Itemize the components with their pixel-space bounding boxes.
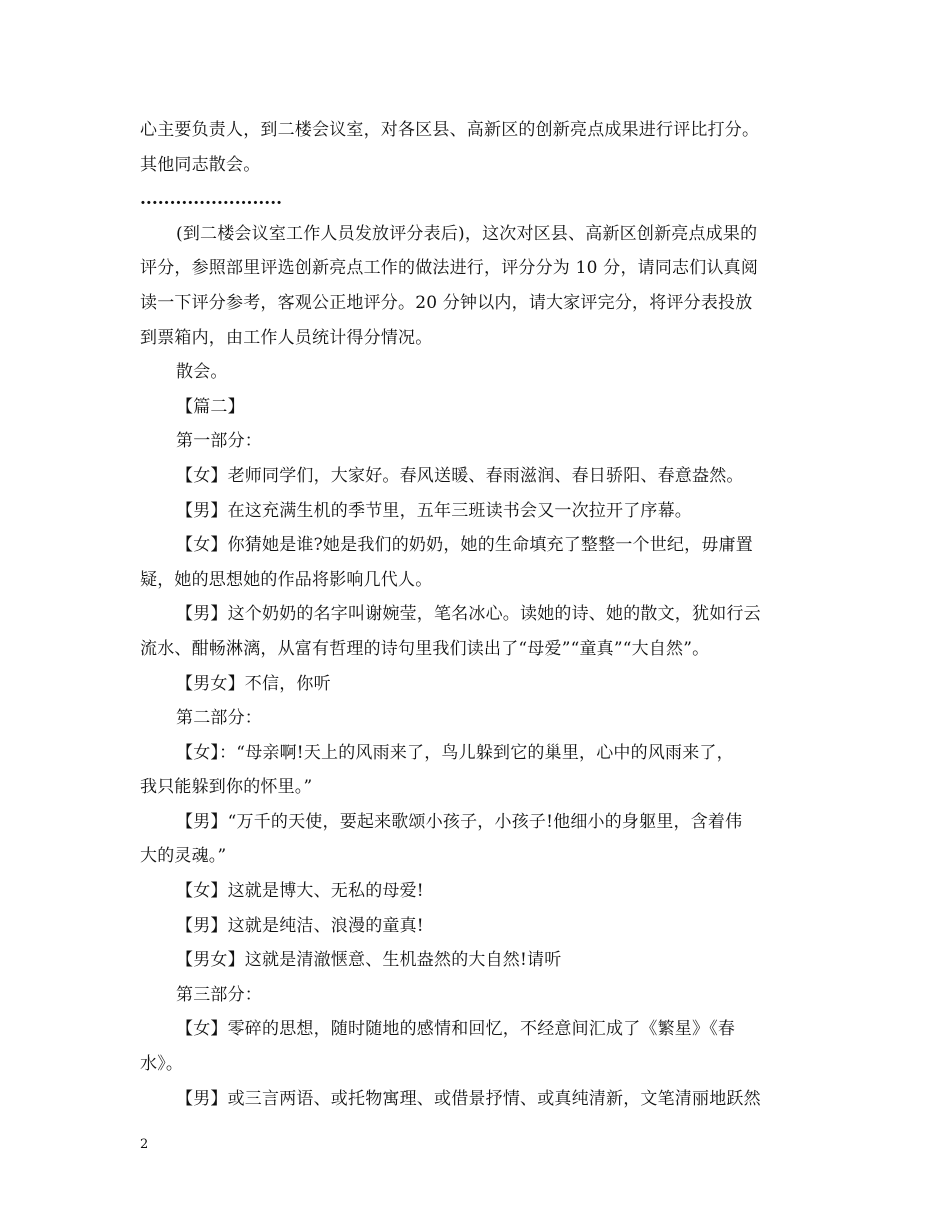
text-line: 【男女】不信，你听: [176, 673, 331, 694]
text-line: 读一下评分参考，客观公正地评分。20 分钟以内，请大家评完分，将评分表投放: [140, 292, 753, 313]
text-line: 【女】零碎的思想，随时随地的感情和回忆，不经意间汇成了《繁星》《春: [176, 1019, 736, 1040]
page-number: 2: [140, 1137, 149, 1152]
text-line: 【篇二】: [176, 396, 245, 417]
text-line: 其他同志散会。: [140, 154, 261, 175]
text-line: 【男】在这充满生机的季节里，五年三班读书会又一次拉开了序幕。: [176, 500, 692, 521]
text-line: 流水、酣畅淋漓，从富有哲理的诗句里我们读出了“母爱”“童真”“大自然”。: [140, 638, 710, 659]
text-line: 心主要负责人，到二楼会议室，对各区县、高新区的创新亮点成果进行评比打分。: [140, 120, 760, 140]
text-line: 疑，她的思想她的作品将影响几代人。: [140, 569, 433, 590]
text-line: 【女】这就是博大、无私的母爱!: [176, 881, 424, 902]
text-line: 水》。: [140, 1054, 184, 1075]
text-line: 第一部分：: [176, 431, 262, 452]
ellipsis-separator: ........................: [140, 189, 283, 210]
document-body: [140, 113, 820, 1116]
text-line: 【男】这就是纯洁、浪漫的童真!: [176, 915, 424, 936]
text-line: 【男女】这就是清澈惬意、生机盎然的大自然!请听: [176, 950, 562, 971]
text-line: 【女】：“母亲啊!天上的风雨来了，鸟儿躲到它的巢里，心中的风雨来了，: [176, 742, 734, 763]
text-line: 评分，参照部里评选创新亮点工作的做法进行，评分分为 10 分，请同志们认真阅: [140, 258, 759, 279]
text-line: 【女】老师同学们，大家好。春风送暖、春雨滋润、春日骄阳、春意盎然。: [176, 465, 744, 486]
text-line: (到二楼会议室工作人员发放评分表后)，这次对区县、高新区创新亮点成果的: [176, 223, 758, 244]
text-line: 大的灵魂。”: [140, 846, 227, 867]
text-line: 到票箱内，由工作人员统计得分情况。: [140, 327, 433, 348]
text-line: 第二部分：: [176, 708, 262, 729]
text-line: 散会。: [176, 362, 228, 383]
text-line: 【女】你猜她是谁?她是我们的奶奶，她的生命填充了整整一个世纪，毋庸置: [176, 535, 753, 556]
text-line: 【男】这个奶奶的名字叫谢婉莹，笔名冰心。读她的诗、她的散文，犹如行云: [176, 604, 761, 625]
text-line: 【男】或三言两语、或托物寓理、或借景抒情、或真纯清新，文笔清丽地跃然: [176, 1088, 761, 1109]
text-line: 第三部分：: [176, 984, 262, 1005]
text-line: 【男】“万千的天使，要起来歌颂小孩子，小孩子!他细小的身躯里，含着伟: [176, 811, 743, 832]
text-line: 我只能躲到你的怀里。”: [140, 777, 313, 798]
